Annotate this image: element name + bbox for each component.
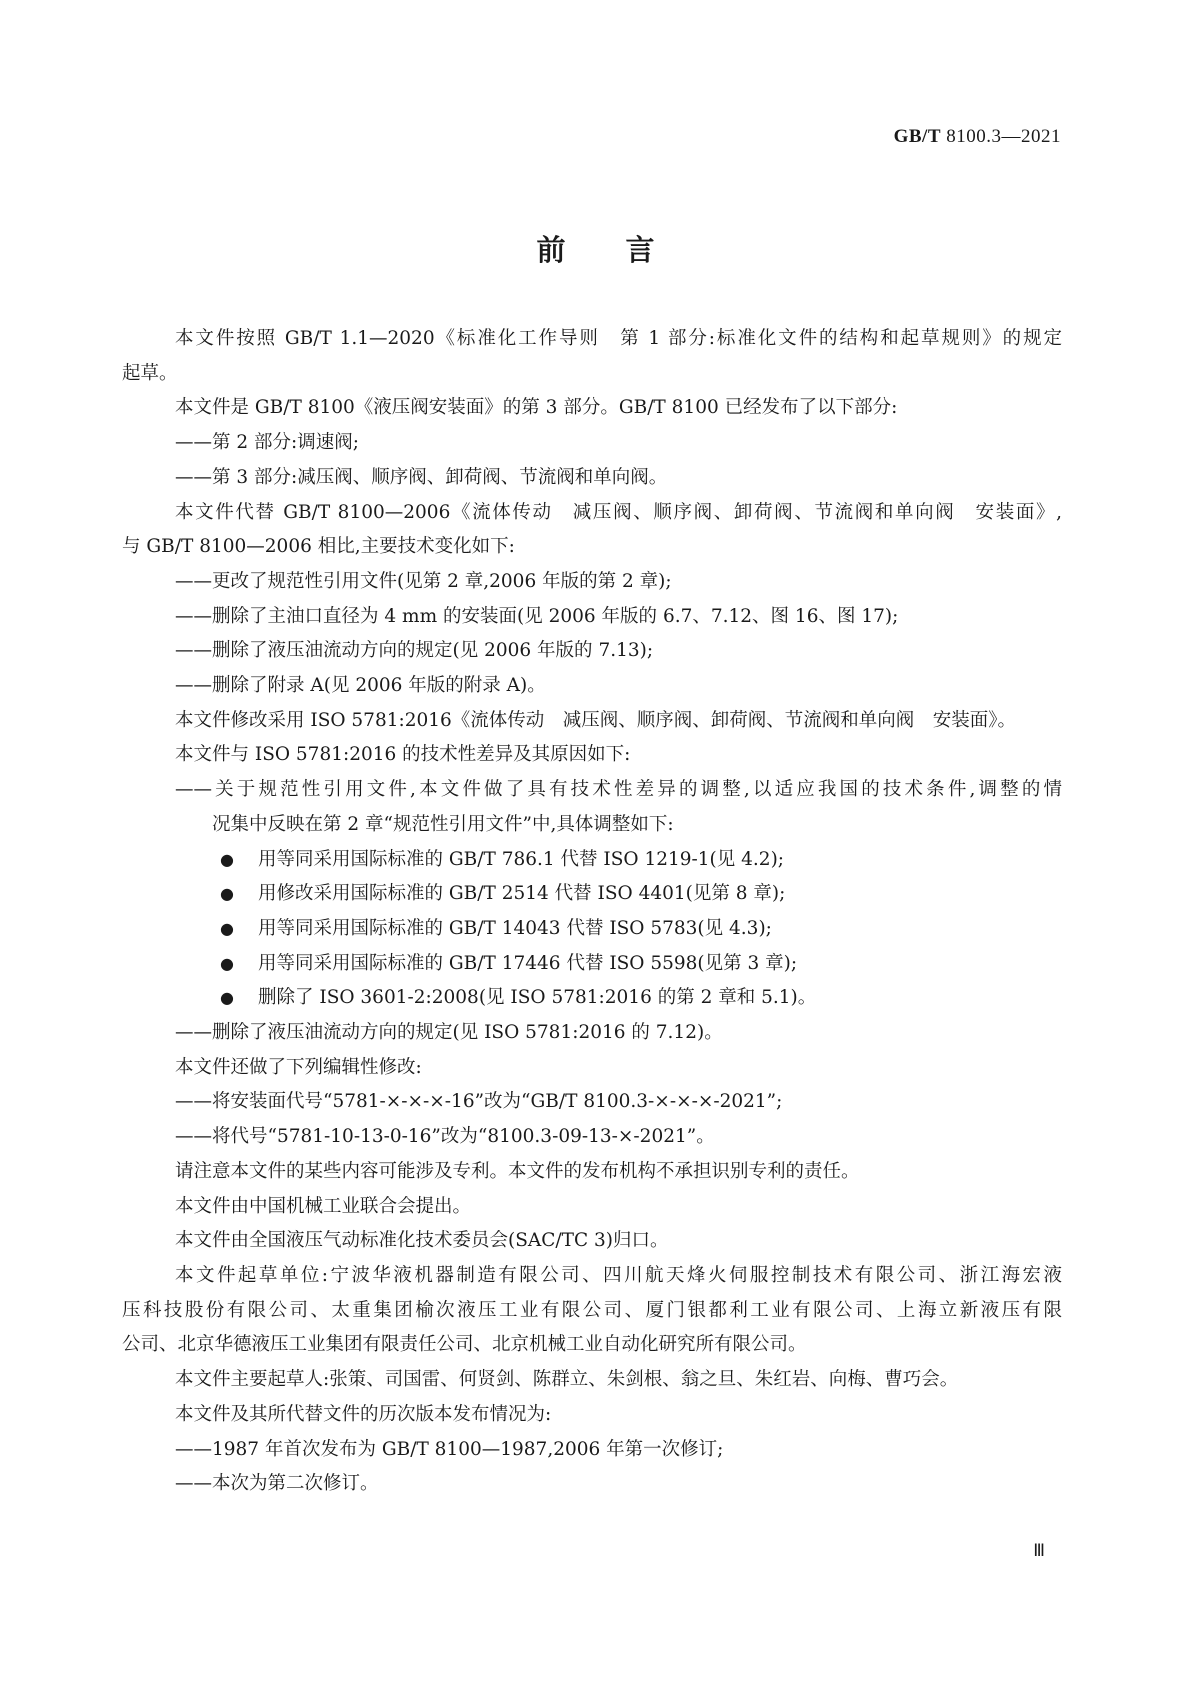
standard-code-prefix: GB/T bbox=[893, 126, 941, 147]
dash-item: ——删除了主油口直径为 4 mm 的安装面(见 2006 年版的 6.7、7.12、图 16、图 17); bbox=[175, 605, 899, 627]
dash-item: ——将代号“5781-10-13-0-16”改为“8100.3-09-13-×-2021”。 bbox=[175, 1126, 715, 1148]
bullet-item bbox=[122, 981, 1062, 1016]
document-body bbox=[122, 322, 1062, 1502]
bullet-text: 用等同采用国际标准的 GB/T 14043 代替 ISO 5783(见 4.3); bbox=[258, 917, 772, 939]
bullet-icon: ● bbox=[220, 953, 234, 973]
paragraph: 本文件起草单位:宁波华液机器制造有限公司、四川航天烽火伺服控制技术有限公司、浙江海宏液 bbox=[175, 1264, 1062, 1286]
dash-item: ——本次为第二次修订。 bbox=[175, 1473, 379, 1495]
paragraph: 本文件按照 GB/T 1.1—2020《标准化工作导则 第 1 部分:标准化文件的结构和起草规则》的规定 bbox=[175, 328, 1062, 349]
paragraph: 公司、北京华德液压工业集团有限责任公司、北京机械工业自动化研究所有限公司。 bbox=[122, 1334, 807, 1356]
paragraph: 本文件与 ISO 5781:2016 的技术性差异及其原因如下: bbox=[175, 744, 631, 766]
bullet-text: 用等同采用国际标准的 GB/T 17446 代替 ISO 5598(见第 3 章); bbox=[258, 952, 798, 974]
paragraph: 请注意本文件的某些内容可能涉及专利。本文件的发布机构不承担识别专利的责任。 bbox=[175, 1160, 860, 1182]
dash-item: ——删除了附录 A(见 2006 年版的附录 A)。 bbox=[175, 675, 546, 697]
paragraph: 本文件修改采用 ISO 5781:2016《流体传动 减压阀、顺序阀、卸荷阀、节流阀和单向阀 安装面》。 bbox=[175, 709, 1017, 731]
paragraph: 本文件还做了下列编辑性修改: bbox=[175, 1056, 422, 1078]
paragraph: 压科技股份有限公司、太重集团榆次液压工业有限公司、厦门银都利工业有限公司、上海立新液压有限 bbox=[122, 1299, 1062, 1321]
bullet-icon: ● bbox=[220, 884, 234, 904]
bullet-icon: ● bbox=[220, 849, 234, 869]
bullet-text: 用修改采用国际标准的 GB/T 2514 代替 ISO 4401(见第 8 章); bbox=[258, 883, 786, 905]
paragraph: 起草。 bbox=[122, 362, 178, 384]
dash-item: ——第 2 部分:调速阀; bbox=[175, 432, 359, 454]
standard-code-number: 8100.3—2021 bbox=[941, 126, 1061, 147]
paragraph: 本文件主要起草人:张策、司国雷、何贤剑、陈群立、朱剑根、翁之旦、朱红岩、向梅、曹巧会。 bbox=[175, 1369, 959, 1391]
bullet-text: 用等同采用国际标准的 GB/T 786.1 代替 ISO 1219-1(见 4.2); bbox=[258, 848, 785, 870]
bullet-text: 删除了 ISO 3601-2:2008(见 ISO 5781:2016 的第 2 章和 5.1)。 bbox=[258, 987, 817, 1009]
dash-item: ——删除了液压油流动方向的规定(见 ISO 5781:2016 的 7.12)。 bbox=[175, 1022, 723, 1044]
dash-item: ——将安装面代号“5781-×-×-×-16”改为“GB/T 8100.3-×-×-×-2021”; bbox=[175, 1091, 783, 1113]
bullet-icon: ● bbox=[220, 988, 234, 1008]
paragraph: 本文件由中国机械工业联合会提出。 bbox=[175, 1195, 472, 1217]
paragraph: 本文件及其所代替文件的历次版本发布情况为: bbox=[175, 1403, 552, 1425]
dash-item: ——1987 年首次发布为 GB/T 8100—1987,2006 年第一次修订; bbox=[175, 1438, 724, 1460]
dash-item: ——第 3 部分:减压阀、顺序阀、卸荷阀、节流阀和单向阀。 bbox=[175, 466, 668, 488]
paragraph: 本文件是 GB/T 8100《液压阀安装面》的第 3 部分。GB/T 8100 已经发布了以下部分: bbox=[175, 397, 898, 419]
dash-item-continuation: 况集中反映在第 2 章“规范性引用文件”中,具体调整如下: bbox=[212, 813, 674, 835]
standard-code bbox=[894, 126, 1061, 148]
bullet-icon: ● bbox=[220, 918, 234, 938]
paragraph: 本文件代替 GB/T 8100—2006《流体传动 减压阀、顺序阀、卸荷阀、节流阀和单向阀 安装面》, bbox=[175, 501, 1062, 523]
bullet-item bbox=[122, 877, 1062, 912]
dash-item: ——更改了规范性引用文件(见第 2 章,2006 年版的第 2 章); bbox=[175, 570, 672, 592]
dash-item: ——关于规范性引用文件,本文件做了具有技术性差异的调整,以适应我国的技术条件,调整的情 bbox=[175, 779, 1062, 801]
dash-item: ——删除了液压油流动方向的规定(见 2006 年版的 7.13); bbox=[175, 640, 654, 662]
bullet-item bbox=[122, 843, 1062, 878]
paragraph: 本文件由全国液压气动标准化技术委员会(SAC/TC 3)归口。 bbox=[175, 1230, 669, 1252]
page-title: 前言 bbox=[536, 233, 715, 267]
bullet-item bbox=[122, 947, 1062, 982]
bullet-item bbox=[122, 912, 1062, 947]
page-number: Ⅲ bbox=[1033, 1541, 1045, 1560]
paragraph: 与 GB/T 8100—2006 相比,主要技术变化如下: bbox=[122, 536, 515, 558]
